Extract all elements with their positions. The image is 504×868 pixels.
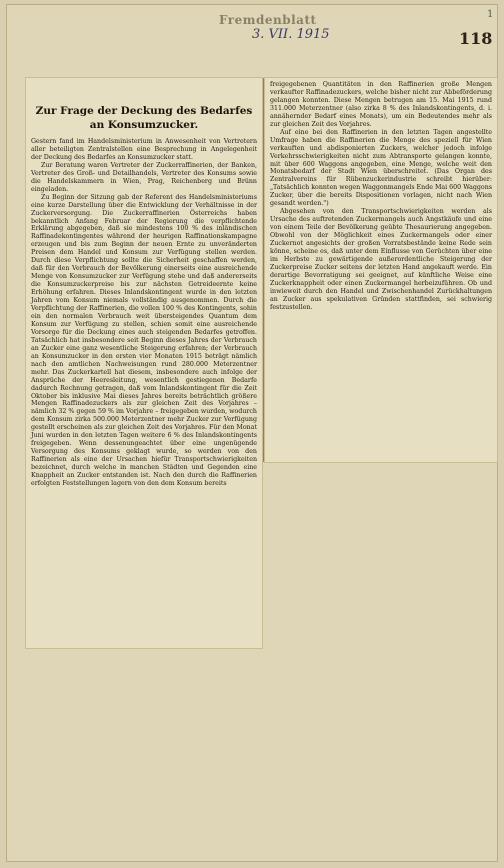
- page-number: 118: [459, 29, 493, 48]
- newspaper-source-stamp: Fremdenblatt: [219, 13, 317, 27]
- article-paragraph: Abgesehen von den Transportschwierigkeiten werden als Ursache des auftretenden Zuckermangels auch Angstkäufe und eine von einem Teile der Bevölkerung geübte Thesaurierung angegeben. Obwohl von der Möglichkeit eines Zuckermangels oder einer Zuckernot angesichts der großen Vorratsbestände keine Rede sein könne, scheine es, daß unter dem Einflusse von Gerüchten über eine im Herbste zu gewärtigende außerordentliche Steigerung der Zuckerpreise Zucker seitens der letzten Hand angekauft werde. Ein derartige Bevorratigung sei geeignet, auf künftliche Weise eine Zuckerknappheit oder einen Zuckermangel herbeizuführen. Ob und inwieweit durch den Handel und Zwischenhandel Zurückhaltungen an Zucker aus spekulativen Gründen stattfinden, sei schwierig festzustellen.: [270, 208, 492, 311]
- column-divider: [263, 78, 264, 462]
- article-paragraph: Zu Beginn der Sitzung gab der Referent des Handelsministeriums eine kurze Darstellung über die Entwicklung der Verhältnisse in der Zuckerversorgung. Die Zuckerraffinerien Österreichs haben bekanntlich Anfang Februar der Regierung die verpflichtende Erklärung abgegeben, daß sie mindestens 100 % des inländischen Raffinadekontingentes während der heurigen Raffinationskampagne erzeugen und bis zum Beginn der neuen Ernte zu unveränderten Preisen dem Handel und Konsum zur Verfügung stellen werden. Durch diese Verpflichtung sollte die Sicherheit geschaffen werden, daß für den Verbrauch der Bevölkerung einerseits eine ausreichende Menge von Konsumzucker zur Verfügung stehe und daß andererseits die Konsumzuckerpreise bis zur nächsten Getreideernte keine Erhöhung erfahren. Dieses Inlandskontingent wurde in den letzten Jahren vom Konsum niemals vollständig ausgenommen. Durch die Verpflichtung der Raffinerien, die vollen 100 % des Kontingents, sohin ein den normalen Verbrauch weit übersteigendes Quantum dem Konsum zur Verfügung zu stellen, schien somit eine ausreichende Vorsorge für die Deckung eines auch steigenden Bedarfes getroffen. Tatsächlich hat insbesondere seit Beginn dieses Jahres der Verbrauch an Zucker eine ganz wesentliche Steigerung erfahren; der Verbrauch an Konsumzucker in den ersten vier Monaten 1915 beträgt nämlich nach den amtlichen Nachweisungen rund 280.000 Meterzentner mehr. Das Zuckerkartell hat diesem, insbesondere auch infolge der Ansprüche der Heeresleitung, wesentlich gestiegenen Bedarfe dadurch Rechnung getragen, daß vom Inlandskontingent für die Zeit Oktober bis inklusive Mai dieses Jahres bereits beträchtlich größere Mengen Raffinadezuckers als zur gleichen Zeit des Vorjahres – nämlich 32 % gegen 59 % im Vorjahre – freigegeben wurden, wodurch dem Konsum zirka 500.000 Meterzentner mehr Zucker zur Verfügung gestellt erscheinen als zur gleichen Zeit des Vorjahres. Für den Monat Juni wurden in den letzten Tagen weitere 6 % des Inlandskontingents freigegeben. Wenn dessenungeachtet über eine ungenügende Versorgung des Konsums geklagt wurde, so werden von den Raffinerien als eine der Ursachen hiefür Transportschwierigkeiten bezeichnet, durch welche in manchen Städten und Gegenden eine Knappheit an Zucker entstanden ist. Nach den durch die Raffinerien erfolgten Feststellungen lagern von den dem Konsum bereits: [31, 193, 257, 487]
- article-paragraph: Gestern fand im Handelsministerium in Anwesenheit von Vertretern aller beteiligten Zentralstellen eine Besprechung in Angelegenheit der Deckung des Bedarfes an Konsumzucker statt.: [31, 138, 257, 161]
- corner-mark: 1: [487, 9, 494, 20]
- handwritten-date: 3. VII. 1915: [252, 27, 330, 42]
- article-paragraph: Zur Beratung waren Vertreter der Zuckerraffinerien, der Banken, Vertreter des Groß- und Detailhandels, Vertreter des Konsums sowie die Handelskammern in Wien, Prag, Reichenberg und Brünn eingeladen.: [31, 161, 257, 193]
- clipping-right-column: [265, 78, 497, 462]
- article-paragraph: Auf eine bei den Raffinerien in den letzten Tagen angestellte Umfrage haben die Raffinerien die Menge des speziell für Wien verkauften und abdisponierten Zuckers, welcher jedoch infolge Verkehrsschwierigkeiten nicht zum Abtransporte gelangen konnte, mit über 600 Waggons angegeben, eine Menge, welche weit den Monatsbedarf der Stadt Wien überschreitet. (Das Organ des Zentralvereins für Rübenzuckerindustrie schreibt hierüber: „Tatsächlich konnten wegen Waggonmangels Ende Mai 600 Waggons Zucker, über die bereits Dispositionen vorlagen, nicht nach Wien gesandt werden."): [270, 128, 493, 208]
- clipping-left-column: [26, 78, 262, 648]
- article-headline: Zur Frage der Deckung des Bedarfes an Konsumzucker.: [35, 105, 253, 131]
- article-paragraph: freigegebenen Quantitäten in den Raffinerien große Mengen verkaufter Raffinadezuckers, welche bisher nicht zur Abbeförderung gelangen konnten. Diese Mengen betrugen am 15. Mai 1915 rund 311.000 Meterzentner (also zirka 8 % des Inlandskontingents, d. i. annähernder Bedarf eines Monats), um ein Bedeutendes mehr als zur gleichen Zeit des Vorjahres.: [270, 81, 492, 128]
